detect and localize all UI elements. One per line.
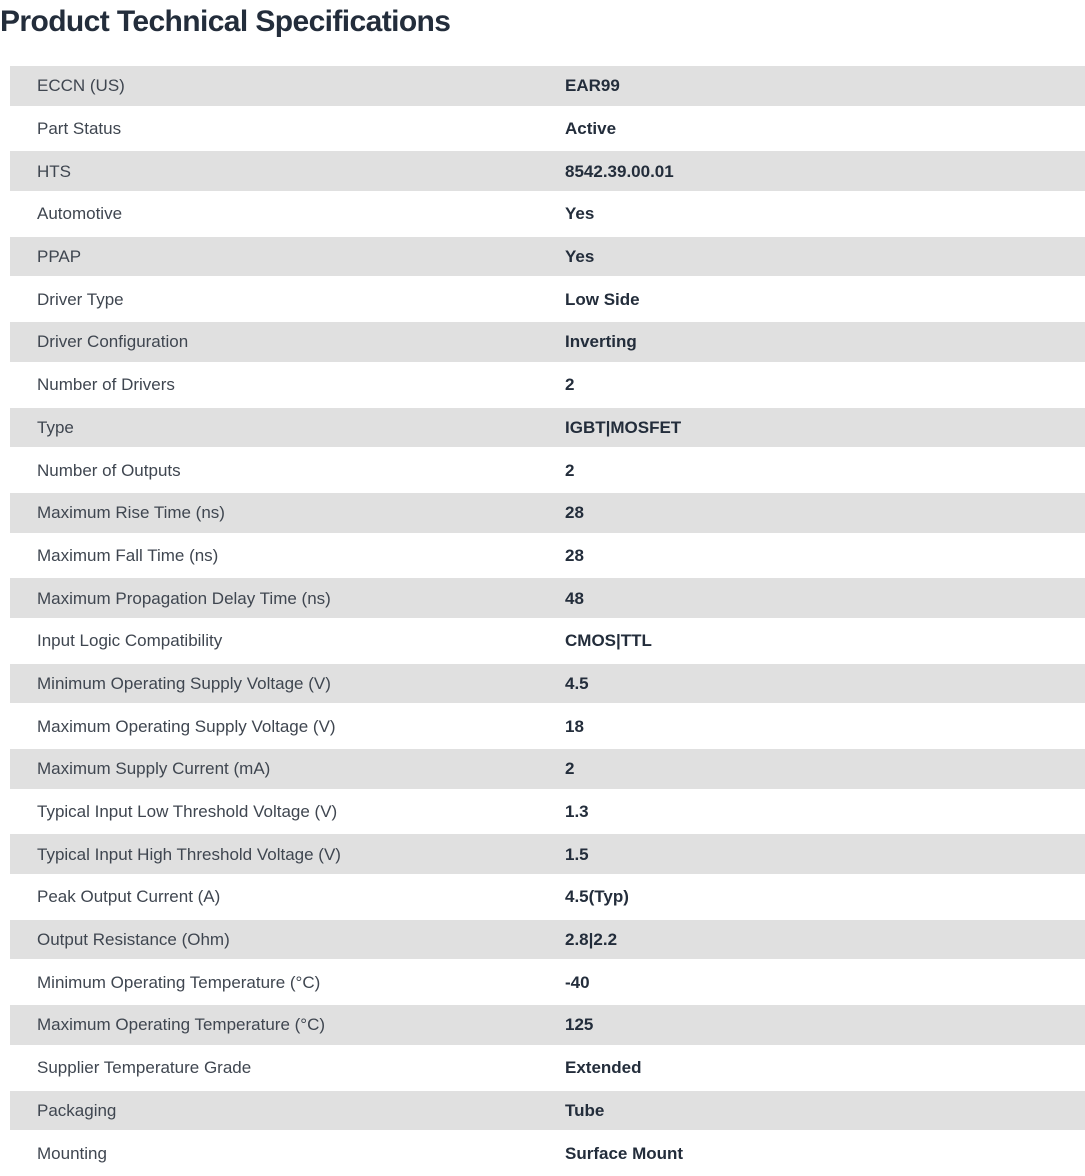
table-row <box>10 237 1085 280</box>
spec-value: Extended <box>565 1058 642 1078</box>
table-row <box>10 1048 1085 1091</box>
spec-value: 18 <box>565 716 584 736</box>
spec-label: PPAP <box>37 247 82 267</box>
table-row <box>10 792 1085 835</box>
table-row <box>10 109 1085 152</box>
table-row <box>10 66 1085 109</box>
spec-value: 28 <box>565 545 584 565</box>
table-row <box>10 536 1085 579</box>
spec-value: Low Side <box>565 289 640 309</box>
spec-value: 1.5 <box>565 844 589 864</box>
table-row <box>10 279 1085 322</box>
page-title: Product Technical Specifications <box>0 5 451 38</box>
spec-label: Supplier Temperature Grade <box>37 1058 252 1078</box>
spec-table <box>10 66 1085 1176</box>
table-row <box>10 664 1085 707</box>
spec-value: Surface Mount <box>565 1143 684 1163</box>
table-row <box>10 450 1085 493</box>
spec-value: 2 <box>565 460 575 480</box>
table-row <box>10 920 1085 963</box>
spec-label: Maximum Operating Temperature (°C) <box>37 1015 326 1035</box>
table-row <box>10 408 1085 451</box>
spec-value: EAR99 <box>565 76 620 96</box>
table-row <box>10 1005 1085 1048</box>
spec-label: Automotive <box>37 204 123 224</box>
spec-value: 4.5(Typ) <box>565 887 629 907</box>
spec-value: Yes <box>565 247 595 267</box>
spec-value: 2.8|2.2 <box>565 930 618 950</box>
table-row <box>10 365 1085 408</box>
spec-label: Driver Type <box>37 289 124 309</box>
spec-label: Minimum Operating Supply Voltage (V) <box>37 673 331 693</box>
spec-label: Input Logic Compatibility <box>37 631 223 651</box>
spec-label: Driver Configuration <box>37 332 189 352</box>
spec-value: Yes <box>565 204 595 224</box>
table-row <box>10 749 1085 792</box>
spec-label: HTS <box>37 161 71 181</box>
spec-label: Packaging <box>37 1100 117 1120</box>
spec-value: 1.3 <box>565 802 589 822</box>
spec-value: 48 <box>565 588 584 608</box>
spec-label: Typical Input Low Threshold Voltage (V) <box>37 802 338 822</box>
spec-label: Maximum Supply Current (mA) <box>37 759 271 779</box>
spec-label: ECCN (US) <box>37 76 125 96</box>
spec-value: -40 <box>565 972 590 992</box>
table-row <box>10 1133 1085 1176</box>
table-row <box>10 578 1085 621</box>
table-row <box>10 1091 1085 1134</box>
spec-value: Tube <box>565 1100 605 1120</box>
table-row <box>10 194 1085 237</box>
spec-label: Maximum Fall Time (ns) <box>37 545 219 565</box>
spec-value: IGBT|MOSFET <box>565 417 682 437</box>
spec-value: 8542.39.00.01 <box>565 161 674 181</box>
table-row <box>10 151 1085 194</box>
table-row <box>10 877 1085 920</box>
spec-value: Inverting <box>565 332 637 352</box>
spec-value: 2 <box>565 759 575 779</box>
spec-label: Output Resistance (Ohm) <box>37 930 230 950</box>
table-row <box>10 621 1085 664</box>
spec-label: Typical Input High Threshold Voltage (V) <box>37 844 341 864</box>
table-row <box>10 493 1085 536</box>
table-row <box>10 322 1085 365</box>
spec-label: Mounting <box>37 1143 107 1163</box>
spec-label: Maximum Rise Time (ns) <box>37 503 225 523</box>
spec-label: Part Status <box>37 119 122 139</box>
spec-value: CMOS|TTL <box>565 631 652 651</box>
spec-value: 4.5 <box>565 673 589 693</box>
spec-label: Minimum Operating Temperature (°C) <box>37 972 321 992</box>
spec-label: Peak Output Current (A) <box>37 887 221 907</box>
spec-value: Active <box>565 119 617 139</box>
table-row <box>10 706 1085 749</box>
spec-value: 28 <box>565 503 584 523</box>
spec-value: 2 <box>565 375 575 395</box>
spec-label: Number of Outputs <box>37 460 181 480</box>
table-row <box>10 834 1085 877</box>
spec-label: Maximum Operating Supply Voltage (V) <box>37 716 336 736</box>
spec-value: 125 <box>565 1015 594 1035</box>
spec-label: Type <box>37 417 74 437</box>
table-row <box>10 962 1085 1005</box>
spec-label: Number of Drivers <box>37 375 175 395</box>
spec-label: Maximum Propagation Delay Time (ns) <box>37 588 331 608</box>
